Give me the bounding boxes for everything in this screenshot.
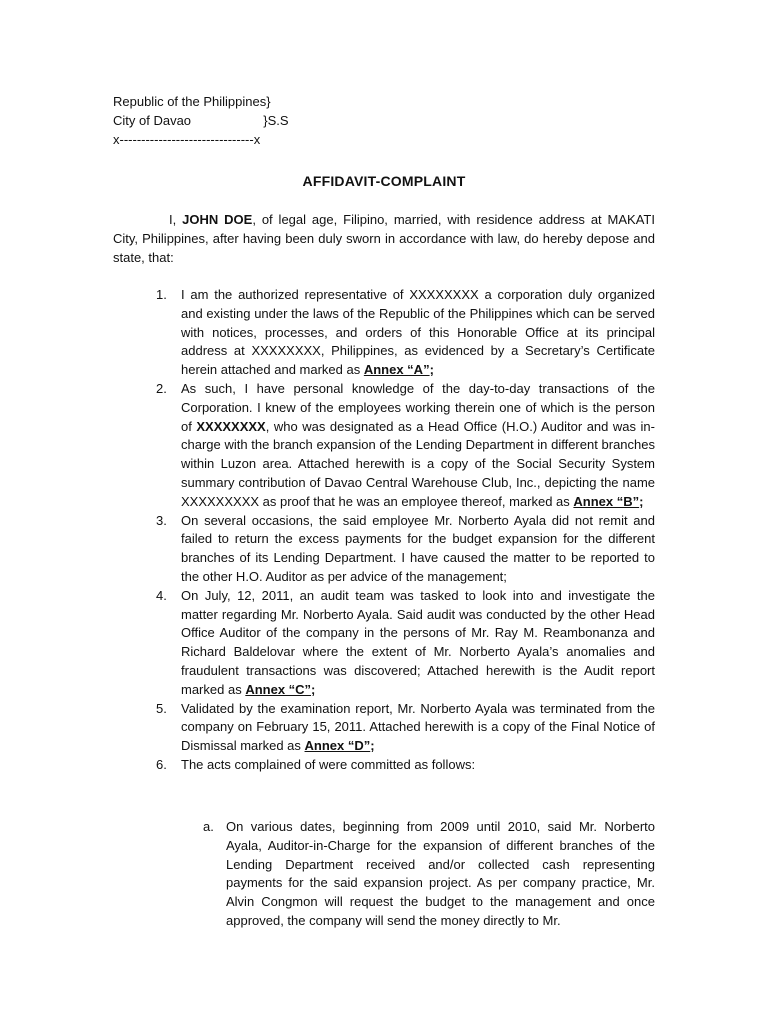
intro-paragraph [113, 211, 655, 267]
acts-sublist [203, 818, 655, 931]
annex-reference [305, 738, 375, 753]
item-text: I am the authorized representative of XXXXXXXX a corporation duly organized and existing under the laws of the Republic of the Philippines which can be served with notices, processes, and orders of this Honorable Office at its principal address at XXXXXXXX, Philippines, as evidenced by a Secretary’s Certificate herein attached and marked as [181, 287, 655, 378]
item-text: On several occasions, the said employee Mr. Norberto Ayala did not remit and failed to return the excess payments for the budget expansion for the different branches of its Lending Department. I have caused the matter to be reported to the other H.O. Auditor as per advice of the management; [181, 512, 655, 584]
item-number: 2. [156, 380, 167, 396]
intro-post: , of legal age, Filipino, married, with residence address at MAKATI City, Philippines, after having been duly sworn in accordance with law, do hereby depose and state, that: [113, 212, 655, 265]
sub-item-letter: a. [203, 819, 214, 834]
annex-reference [245, 682, 315, 697]
annex-label: Annex “A” [363, 362, 430, 378]
item-text: As such, I have personal knowledge of the day-to-day transactions of the Corporation. I knew of the employees working therein one of which is the person of [181, 380, 655, 434]
annex-label: Annex “B” [573, 493, 640, 509]
item-number: 6. [156, 756, 167, 772]
annex-end: ; [639, 493, 644, 509]
allegation-item [156, 587, 655, 700]
annex-end: ; [429, 362, 434, 378]
annex-reference [364, 362, 434, 377]
venue-city: City of Davao }S.S [113, 113, 289, 128]
item-number: 3. [156, 512, 167, 528]
annex-label: Annex “D” [304, 738, 371, 754]
allegation-item [156, 512, 655, 587]
venue-separator: x-------------------------------x [113, 132, 261, 147]
item-text: Validated by the examination report, Mr. Norberto Ayala was terminated from the company on February 15, 2011. Attached herewith is a copy of the Final Notice of Dismissal marked as [181, 700, 655, 754]
sub-item [203, 818, 655, 931]
allegation-item [156, 286, 655, 380]
allegation-item [156, 380, 655, 512]
venue-republic: Republic of the Philippines} [113, 94, 271, 109]
annex-end: ; [370, 738, 375, 754]
allegations-list [156, 286, 655, 775]
item-number: 1. [156, 287, 167, 302]
venue-block [113, 93, 413, 150]
annex-end: ; [311, 681, 316, 697]
item-text: On July, 12, 2011, an audit team was tasked to look into and investigate the matter regarding Mr. Norberto Ayala. Said audit was conducted by the other Head Office Auditor of the company in the persons of Mr. Ray M. Reambonanza and Richard Baldelovar where the extent of Mr. Norberto Ayala’s anomalies and fraudulent transactions was discovered; Attached herewith is the Audit report marked as [181, 587, 655, 697]
item-text-continued: , who was designated as a Head Office (H.O.) Auditor and was in-charge with the branch expansion of the Lending Department in different branches within Luzon area. Attached herewith is a copy of the Social Security System summary contribution of Davao Central Warehouse Club, Inc., depicting the name XXXXXXXXX as proof that he was an employee thereof, marked as [181, 418, 655, 509]
redacted-person: XXXXXXXX [196, 418, 266, 434]
annex-reference [573, 494, 643, 509]
intro-pre: I, [169, 212, 183, 227]
item-number: 5. [156, 700, 167, 716]
allegation-item [156, 700, 655, 756]
item-number: 4. [156, 587, 167, 603]
annex-label: Annex “C” [245, 681, 312, 697]
sub-item-text: On various dates, beginning from 2009 until 2010, said Mr. Norberto Ayala, Auditor-in-Charge for the expansion of different branches of the Lending Department received and/or collected cash representing payments for the said expansion project. As per company practice, Mr. Alvin Congmon will request the budget to the management and once approved, the company will send the money directly to Mr. [226, 819, 655, 928]
allegation-item [156, 756, 655, 775]
document-title: AFFIDAVIT-COMPLAINT [302, 173, 466, 189]
item-text: The acts complained of were committed as follows: [181, 756, 476, 772]
affiant-name: JOHN DOE [182, 212, 253, 227]
